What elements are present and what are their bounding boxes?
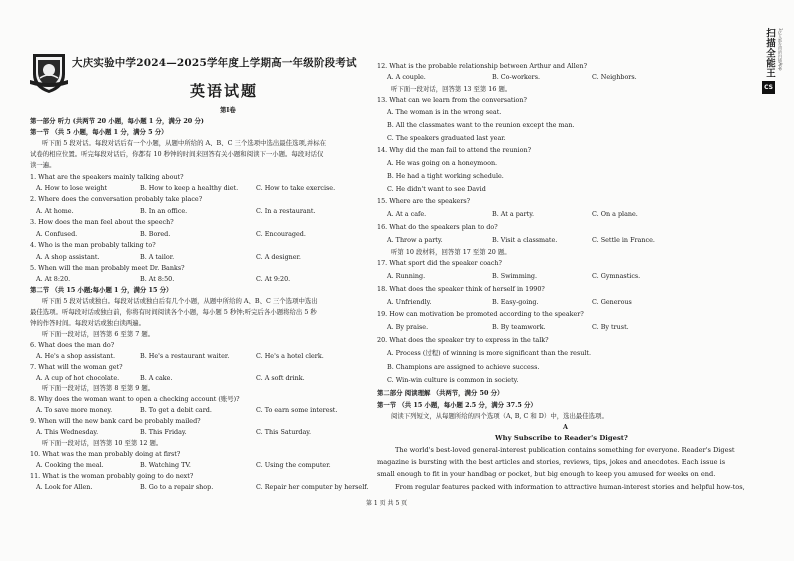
option-a: A. How to lose weight bbox=[36, 184, 108, 192]
option-a: A. At home. bbox=[36, 207, 74, 215]
listen-note: 听下面一段对话，回答第 13 至第 16 题。 bbox=[391, 85, 512, 93]
option-a: A. At 8:20. bbox=[36, 275, 71, 283]
option-b: B. Champions are assigned to achieve success. bbox=[387, 363, 540, 371]
option-c: C. A designer. bbox=[256, 253, 301, 261]
listen-note: 听下面一段对话，回答第 8 至第 9 题。 bbox=[42, 384, 155, 392]
option-b: B. He had a tight working schedule. bbox=[387, 172, 504, 180]
option-b: B. Visit a classmate. bbox=[492, 236, 558, 244]
option-b: B. To get a debit card. bbox=[140, 406, 212, 414]
listening-section2-title: 第二节 （共 15 小题;每小题 1 分，满分 15 分） bbox=[30, 286, 173, 294]
option-c: C. On a plane. bbox=[592, 210, 638, 218]
listening-part-title: 第一部分 听力 (共两节 20 小题，每小题 1 分，满分 20 分) bbox=[30, 117, 204, 125]
option-c: C. This Saturday. bbox=[256, 428, 312, 436]
option-b: B. In an office. bbox=[140, 207, 188, 215]
reading-part-title: 第二部分 阅读理解 （共两节，满分 50 分） bbox=[377, 389, 504, 397]
option-a: A. Unfriendly. bbox=[387, 298, 432, 306]
option-a: A. He's a shop assistant. bbox=[36, 352, 116, 360]
option-b: B. By teamwork. bbox=[492, 323, 546, 331]
question: 18. What does the speaker think of herself in 1990? bbox=[377, 285, 545, 293]
passage-label: A bbox=[563, 423, 568, 431]
cs-logo-icon: CS bbox=[762, 81, 775, 94]
option-a: A. A couple. bbox=[387, 73, 426, 81]
question: 2. Where does the conversation probably take place? bbox=[30, 195, 203, 203]
question: 20. What does the speaker try to express in the talk? bbox=[377, 336, 549, 344]
question: 1. What are the speakers mainly talking about? bbox=[30, 173, 184, 181]
volume-label: 第I卷 bbox=[220, 106, 236, 114]
question: 5. When will the man probably meet Dr. Banks? bbox=[30, 264, 185, 272]
question: 13. What can we learn from the conversation? bbox=[377, 96, 527, 104]
passage-line: small enough to fit in your handbag or pocket, but big enough to keep you amused for weeks on end. bbox=[377, 470, 716, 478]
option-b: B. At a party. bbox=[492, 210, 535, 218]
option-c: C. Encouraged. bbox=[256, 230, 306, 238]
option-a: A. By praise. bbox=[387, 323, 429, 331]
passage-line: The world's best-loved general-interest publication contains something for everyone. Reader's Digest bbox=[395, 446, 735, 454]
section1-instruction: 试卷的相应位置。听完每段对话后，你都有 10 秒钟的时间来回答有关小题和阅读下一小题。每段对话仅 bbox=[30, 150, 324, 158]
listen-note: 听下面一段对话，回答第 10 至第 12 题。 bbox=[42, 439, 163, 447]
option-c: C. Using the computer. bbox=[256, 461, 331, 469]
option-b: B. Easy-going. bbox=[492, 298, 539, 306]
watermark-brand: 扫描全能王 bbox=[764, 28, 775, 78]
option-a: A. This Wednesday. bbox=[36, 428, 99, 436]
option-b: B. He's a restaurant waiter. bbox=[140, 352, 230, 360]
listen-note: 听第 10 段材料，回答第 17 至第 20 题。 bbox=[391, 248, 511, 256]
option-a: A. The woman is in the wrong seat. bbox=[387, 108, 502, 116]
passage-title: Why Subscribe to Reader's Digest? bbox=[495, 434, 628, 442]
section2-instruction: 听下面 5 段对话或独白。每段对话或独白后有几个小题，从题中所给的 A、B、C 三个选项中选出 bbox=[42, 297, 318, 305]
option-a: A. A shop assistant. bbox=[36, 253, 100, 261]
question: 10. What was the man probably doing at first? bbox=[30, 450, 181, 458]
option-b: B. At 8:50. bbox=[140, 275, 175, 283]
option-c: C. He's a hotel clerk. bbox=[256, 352, 324, 360]
option-c: C. Generous bbox=[592, 298, 632, 306]
reading-section-title: 第一节 （共 15 小题，每小题 2.5 分，满分 37.5 分） bbox=[377, 401, 537, 409]
question: 19. How can motivation be promoted according to the speaker? bbox=[377, 310, 584, 318]
listening-section1-title: 第一节 （共 5 小题，每小题 1 分，满分 5 分） bbox=[30, 128, 168, 136]
watermark-tagline: 3亿人都在用的扫描App bbox=[778, 28, 783, 71]
option-c: C. A soft drink. bbox=[256, 374, 305, 382]
exam-title: 大庆实验中学2024—2025学年度上学期高一年级阶段考试 bbox=[72, 57, 357, 69]
question: 3. How does the man feel about the speech? bbox=[30, 218, 174, 226]
option-b: B. A tailor. bbox=[140, 253, 175, 261]
passage-line: magazine is bursting with the best articles and stories, reviews, tips, jokes and anecdotes. Each issue is bbox=[377, 458, 726, 466]
option-b: B. All the classmates want to the reunion except the man. bbox=[387, 121, 575, 129]
subject-title: 英语试题 bbox=[190, 82, 259, 100]
option-a: A. Cooking the meal. bbox=[36, 461, 104, 469]
option-b: B. Bored. bbox=[140, 230, 171, 238]
question: 14. Why did the man fail to attend the reunion? bbox=[377, 146, 531, 154]
option-b: B. Watching TV. bbox=[140, 461, 191, 469]
question: 15. Where are the speakers? bbox=[377, 197, 471, 205]
option-b: B. A cake. bbox=[140, 374, 173, 382]
question: 17. What sport did the speaker coach? bbox=[377, 259, 502, 267]
question: 6. What does the man do? bbox=[30, 341, 115, 349]
question: 16. What do the speakers plan to do? bbox=[377, 223, 498, 231]
page-footer: 第 1 页 共 5 页 bbox=[366, 500, 408, 507]
school-logo bbox=[30, 50, 68, 94]
option-c: C. In a restaurant. bbox=[256, 207, 316, 215]
option-a: A. A cup of hot chocolate. bbox=[36, 374, 120, 382]
option-a: A. To save more money. bbox=[36, 406, 113, 414]
section1-instruction: 听下面 5 段对话。每段对话后有一个小题，从题中所给的 A、B、C 三个选项中选出最佳选项,并标在 bbox=[42, 139, 327, 147]
option-b: B. Go to a repair shop. bbox=[140, 483, 214, 491]
option-a: A. Look for Allen. bbox=[36, 483, 93, 491]
option-c: C. He didn't want to see David bbox=[387, 185, 486, 193]
option-c: C. How to take exercise. bbox=[256, 184, 336, 192]
section2-instruction: 钟的作答时间。每段对话或独白读两遍。 bbox=[30, 319, 146, 327]
option-c: C. Win-win culture is common in society. bbox=[387, 376, 519, 384]
option-c: C. At 9:20. bbox=[256, 275, 291, 283]
question: 12. What is the probable relationship between Arthur and Allen? bbox=[377, 62, 588, 70]
camscanner-watermark bbox=[762, 28, 783, 94]
question: 11. What is the woman probably going to do next? bbox=[30, 472, 194, 480]
option-c: C. Neighbors. bbox=[592, 73, 637, 81]
passage-line: From regular features packed with information to attractive human-interest stories and helpful how-tos, bbox=[395, 483, 745, 491]
question: 9. When will the new bank card be probably mailed? bbox=[30, 417, 201, 425]
option-b: B. This Friday. bbox=[140, 428, 187, 436]
option-c: C. By trust. bbox=[592, 323, 629, 331]
question: 4. Who is the man probably talking to? bbox=[30, 241, 156, 249]
question: 7. What will the woman get? bbox=[30, 363, 123, 371]
listen-note: 听下面一段对话，回答第 6 至第 7 题。 bbox=[42, 330, 155, 338]
option-a: A. Process (过程) of winning is more significant than the result. bbox=[387, 349, 591, 357]
option-c: C. The speakers graduated last year. bbox=[387, 134, 506, 142]
section2-instruction: 最佳选项。听每段对话或独白前，你将有时间阅读各个小题，每小题 5 秒钟;听完后各小题将给出 5 秒 bbox=[30, 308, 317, 316]
question: 8. Why does the woman want to open a checking account (账号)? bbox=[30, 395, 240, 403]
option-b: B. Swimming. bbox=[492, 272, 538, 280]
option-a: A. He was going on a honeymoon. bbox=[387, 159, 498, 167]
option-c: C. Repair her computer by herself. bbox=[256, 483, 369, 491]
option-a: A. At a cafe. bbox=[387, 210, 427, 218]
option-c: C. To earn some interest. bbox=[256, 406, 338, 414]
option-a: A. Running. bbox=[387, 272, 426, 280]
option-b: B. Co-workers. bbox=[492, 73, 541, 81]
option-c: C. Gymnastics. bbox=[592, 272, 641, 280]
section1-instruction: 读一遍。 bbox=[30, 161, 56, 169]
reading-instruction: 阅读下列短文，从每题所给的四个选项（A, B, C 和 D）中，选出最佳选项。 bbox=[391, 412, 608, 420]
option-c: C. Settle in France. bbox=[592, 236, 655, 244]
option-a: A. Confused. bbox=[36, 230, 78, 238]
option-a: A. Throw a party. bbox=[387, 236, 443, 244]
option-b: B. How to keep a healthy diet. bbox=[140, 184, 239, 192]
